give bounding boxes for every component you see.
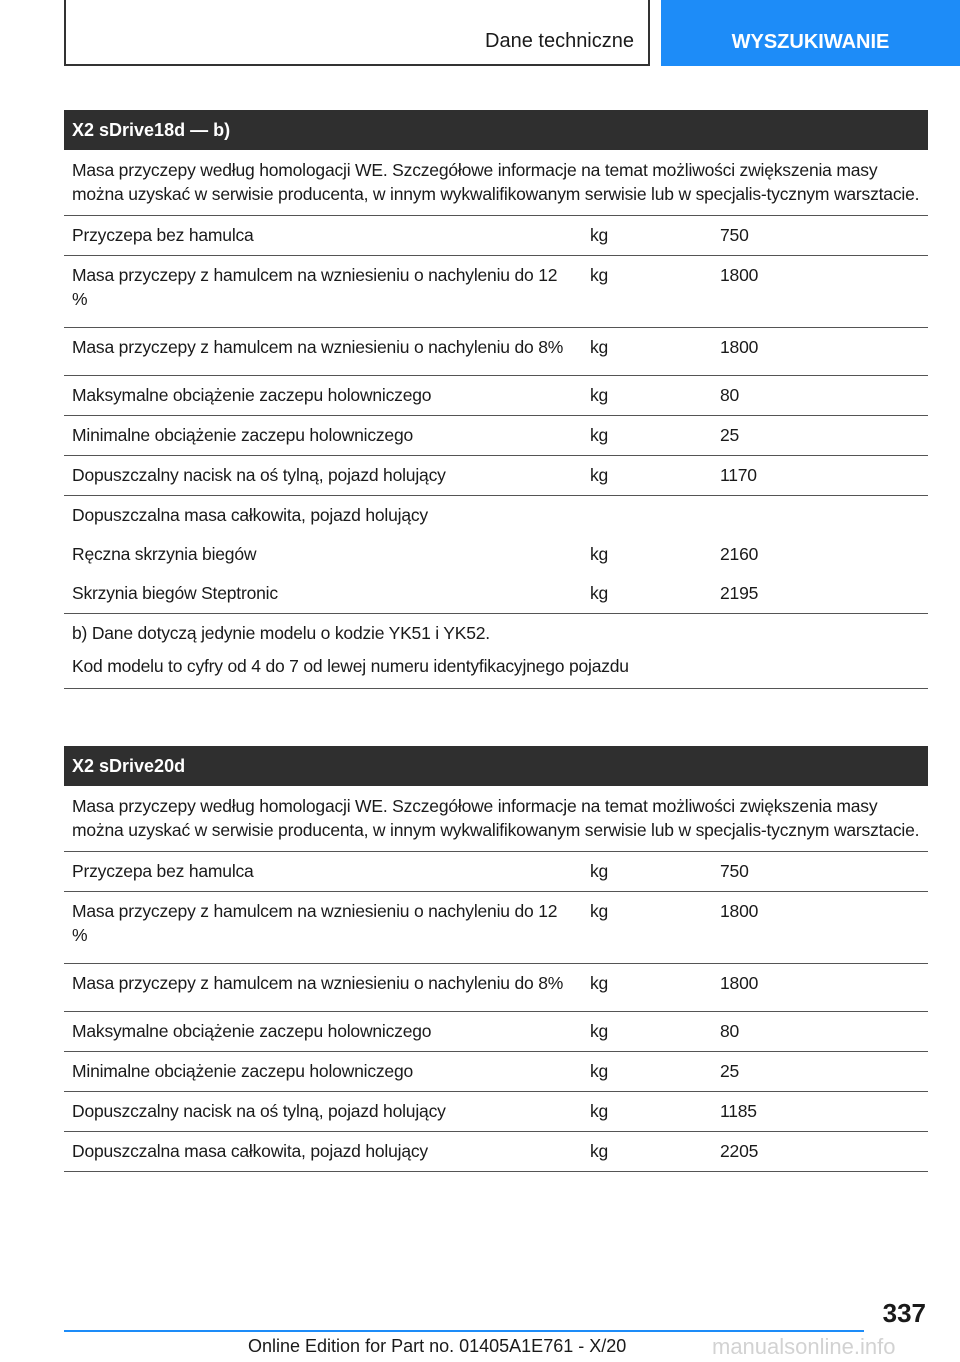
- row-value: 25: [720, 425, 740, 445]
- row-unit: kg: [590, 385, 609, 405]
- section-title: X2 sDrive20d: [64, 746, 928, 786]
- table-row: [64, 1052, 928, 1092]
- row-label: Masa przyczepy z hamulcem na wzniesieniu o nachyleniu do 8%: [72, 973, 564, 993]
- row-value: 1185: [720, 1101, 757, 1121]
- table-row: [64, 574, 928, 614]
- row-unit: kg: [590, 901, 609, 921]
- row-unit: kg: [590, 265, 609, 285]
- header-chapter-box: [64, 0, 650, 66]
- row-label: Dopuszczalna masa całkowita, pojazd holujący: [72, 1141, 428, 1161]
- table-row: [64, 1092, 928, 1132]
- row-unit: kg: [590, 544, 609, 564]
- row-value: 25: [720, 1061, 740, 1081]
- row-label: Masa przyczepy z hamulcem na wzniesieniu o nachyleniu do 8%: [72, 337, 564, 357]
- table-row: [64, 535, 928, 574]
- footnote: Kod modelu to cyfry od 4 do 7 od lewej numeru identyfikacyjnego pojazdu: [72, 656, 629, 676]
- table-row: [64, 1132, 928, 1172]
- row-unit: kg: [590, 425, 609, 445]
- table-row: [64, 216, 928, 256]
- table-row: [64, 416, 928, 456]
- row-unit: kg: [590, 973, 609, 993]
- row-value: 750: [720, 225, 749, 245]
- row-label: Masa przyczepy z hamulcem na wzniesieniu o nachyleniu do 12 %: [72, 265, 558, 309]
- table-row: [64, 456, 928, 496]
- table-row: [64, 376, 928, 416]
- row-unit: kg: [590, 861, 609, 881]
- watermark: manualsonline.info: [712, 1334, 896, 1359]
- table-row: [64, 328, 928, 376]
- row-label: Dopuszczalny nacisk na oś tylną, pojazd holujący: [72, 1101, 446, 1121]
- footer-divider: [64, 1330, 864, 1332]
- row-unit: kg: [590, 225, 609, 245]
- row-value: 1170: [720, 465, 757, 485]
- row-label: Dopuszczalna masa całkowita, pojazd holujący: [72, 505, 428, 525]
- page-header: [0, 0, 960, 66]
- row-value: 1800: [720, 973, 759, 993]
- table-row: [64, 892, 928, 964]
- row-unit: kg: [590, 337, 609, 357]
- row-label: Dopuszczalny nacisk na oś tylną, pojazd holujący: [72, 465, 446, 485]
- row-label: Maksymalne obciążenie zaczepu holowniczego: [72, 385, 432, 405]
- row-unit: kg: [590, 1021, 609, 1041]
- table-row: [64, 496, 928, 535]
- edition-text: Online Edition for Part no. 01405A1E761 - X/20: [248, 1336, 627, 1356]
- table-row: [64, 852, 928, 892]
- row-unit: kg: [590, 465, 609, 485]
- row-unit: kg: [590, 1101, 609, 1121]
- page-number: 337: [882, 1298, 926, 1328]
- section-x2-sdrive18d: [64, 110, 928, 689]
- row-value: 1800: [720, 265, 759, 285]
- row-value: 2205: [720, 1141, 759, 1161]
- row-value: 1800: [720, 337, 759, 357]
- row-unit: [582, 496, 712, 535]
- section-intro: Masa przyczepy według homologacji WE. Szczegółowe informacje na temat możliwości zwiększenia masy można uzyskać w serwisie producenta, w innym wykwalifikowanym serwisie lub w specjalis-tycznym warsztacie.: [64, 150, 928, 216]
- search-button[interactable]: WYSZUKIWANIE: [661, 0, 960, 66]
- row-label: Masa przyczepy z hamulcem na wzniesieniu o nachyleniu do 12 %: [72, 901, 558, 945]
- row-label: Przyczepa bez hamulca: [72, 861, 254, 881]
- row-label: Przyczepa bez hamulca: [72, 225, 254, 245]
- row-value: [712, 496, 928, 535]
- table-row: [64, 964, 928, 1012]
- section-title: X2 sDrive18d — b): [64, 110, 928, 150]
- section-x2-sdrive20d: [64, 746, 928, 1172]
- table-row: [64, 256, 928, 328]
- row-label: Minimalne obciążenie zaczepu holowniczego: [72, 1061, 414, 1081]
- row-value: 80: [720, 1021, 740, 1041]
- row-unit: kg: [590, 1141, 609, 1161]
- row-label: Maksymalne obciążenie zaczepu holowniczego: [72, 1021, 432, 1041]
- row-unit: kg: [590, 1061, 609, 1081]
- section-notes: [64, 614, 928, 689]
- row-value: 2160: [720, 544, 759, 564]
- row-label: Skrzynia biegów Steptronic: [72, 583, 278, 603]
- row-label: Ręczna skrzynia biegów: [72, 544, 257, 564]
- table-row: [64, 1012, 928, 1052]
- footnote: b) Dane dotyczą jedynie modelu o kodzie YK51 i YK52.: [72, 623, 490, 643]
- row-label: Minimalne obciążenie zaczepu holowniczego: [72, 425, 414, 445]
- row-value: 750: [720, 861, 749, 881]
- row-value: 2195: [720, 583, 759, 603]
- row-value: 1800: [720, 901, 759, 921]
- chapter-title: Dane techniczne: [485, 30, 634, 52]
- row-value: 80: [720, 385, 740, 405]
- section-intro: Masa przyczepy według homologacji WE. Szczegółowe informacje na temat możliwości zwiększenia masy można uzyskać w serwisie producenta, w innym wykwalifikowanym serwisie lub w specjalis-tycznym warsztacie.: [64, 786, 928, 852]
- row-unit: kg: [590, 583, 609, 603]
